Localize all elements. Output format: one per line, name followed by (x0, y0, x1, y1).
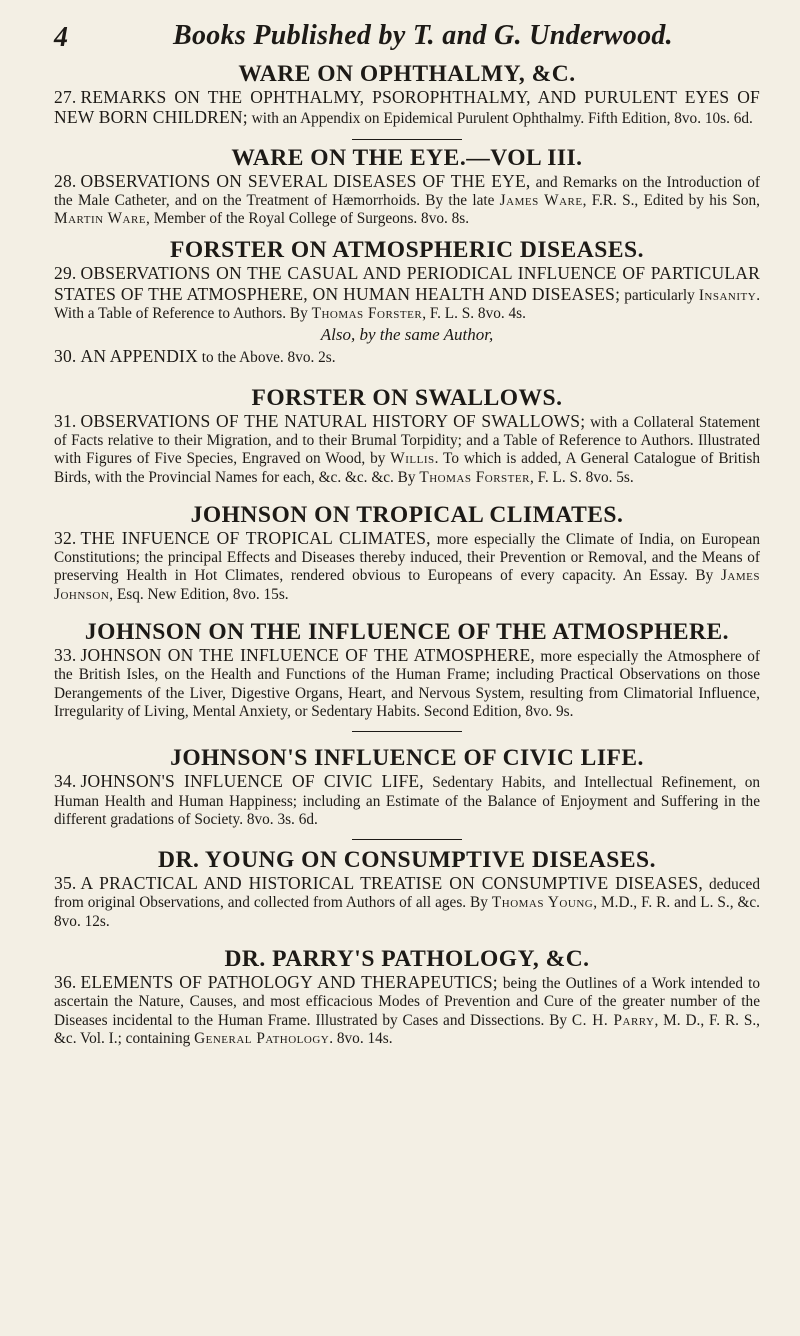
entry-body: particularly (624, 286, 695, 304)
section-heading: JOHNSON'S INFLUENCE OF CIVIC LIFE. (170, 745, 644, 772)
entry-body: . 8vo. 14s. (329, 1029, 393, 1047)
catalogue-entry (54, 874, 760, 931)
entry-number: 30 . (54, 346, 76, 366)
entry-title: ELEMENTS OF PATHOLOGY AND THERAPEUTICS; (80, 972, 498, 993)
entry-emphasis: Insanity (698, 286, 757, 304)
catalogue-entry (54, 772, 760, 829)
section-forster-atmospheric (54, 236, 760, 367)
entry-number: 29 . (54, 263, 76, 283)
section-ware-eye (54, 144, 760, 229)
entry-title: JOHNSON ON THE INFLUENCE OF THE ATMOSPHERE, (80, 645, 535, 666)
entry-number: 35 . (54, 873, 76, 893)
section-heading: FORSTER ON SWALLOWS. (251, 384, 563, 411)
entry-title: AN APPENDIX (80, 346, 198, 367)
page-number: 4 (54, 22, 68, 53)
catalogue-entry (54, 88, 760, 129)
section-johnson-civic (54, 744, 760, 840)
entry-body: being the Outlines of a Work intended to ascertain the Nature, Causes, and most efficacious Modes of Prevention and Cure of the greater number of the Diseases incidental to the Human Frame. Illustrated by Cases and Dissections. By (54, 975, 760, 1029)
section-heading: FORSTER ON ATMOSPHERIC DISEASES. (170, 237, 644, 264)
section-johnson-tropical (54, 501, 760, 604)
entry-body: , M.D., F. R. and L. S., &c. 8vo. 12s. (54, 894, 761, 930)
section-heading: JOHNSON ON TROPICAL CLIMATES. (190, 501, 624, 528)
entry-author: C. H. Parry (571, 1011, 655, 1029)
entry-body: , F. L. S. 8vo. 5s. (529, 468, 634, 486)
entry-body: . With a Table of Reference to Authors. By (54, 286, 761, 323)
entry-number: 27 . (54, 87, 76, 107)
running-head (54, 16, 760, 60)
catalogue-entry (54, 646, 760, 721)
entry-emphasis: General Pathology (194, 1029, 330, 1047)
catalogue-entry (54, 172, 760, 229)
entry-title: REMARKS ON THE OPHTHALMY, PSOROPHTHALMY, AND PURULENT EYES OF NEW BORN CHILDREN; (54, 87, 760, 128)
entry-title: OBSERVATIONS ON SEVERAL DISEASES OF THE EYE, (80, 170, 531, 191)
section-divider (352, 731, 462, 732)
entry-body: , F.R. S., Edited by his Son, (582, 191, 760, 209)
section-ware-ophthalmy (54, 60, 760, 140)
entry-body: , M. D., F. R. S., &c. Vol. I.; containing (54, 1011, 760, 1047)
section-heading: JOHNSON ON THE INFLUENCE OF THE ATMOSPHERE. (84, 619, 730, 646)
catalogue-entry (54, 264, 760, 323)
entry-body: . To which is added, A General Catalogue of British Birds, with the Provincial Names for each, &c. &c. &c. By (54, 450, 760, 486)
section-johnson-atmosphere (54, 618, 760, 732)
entry-title: OBSERVATIONS OF THE NATURAL HISTORY OF SWALLOWS; (80, 410, 586, 431)
entry-author: James Johnson (54, 567, 760, 603)
section-heading: WARE ON THE EYE.—VOL III. (231, 144, 583, 171)
catalogue-entry (54, 347, 760, 367)
entry-number: 33 . (54, 645, 76, 665)
entry-body: more especially the Atmosphere of the British Isles, on the Health and Functions of the Human Frame; including Practical Observations on those Derangements of the Liver, Digestive Organs, Heart, and Nervous System, resulting from Climatorial Influence, Irregularity of Living, Mental Anxiety, or Sedentary Habits. Second Edition, 8vo. 9s. (54, 648, 761, 720)
entry-title: JOHNSON'S INFLUENCE OF CIVIC LIFE, (80, 771, 424, 792)
entry-author: Thomas Forster (311, 305, 423, 323)
entry-author: James Ware (499, 191, 583, 209)
entry-number: 31 . (54, 411, 76, 431)
entry-title: A PRACTICAL AND HISTORICAL TREATISE ON CONSUMPTIVE DISEASES, (80, 873, 703, 894)
entry-author: Martin Ware (54, 210, 147, 228)
section-young-consumptive (54, 846, 760, 931)
entry-number: 36 . (54, 972, 76, 992)
entry-body: deduced from original Observations, and collected from Authors of all ages. By (54, 876, 760, 912)
entry-body: , Esq. New Edition, 8vo. 15s. (109, 585, 289, 603)
entry-title: OBSERVATIONS ON THE CASUAL AND PERIODICAL INFLUENCE OF PARTICULAR STATES OF THE ATMOSPHERE, ON HUMAN HEALTH AND DISEASES; (54, 263, 760, 304)
entry-number: 28 . (54, 171, 76, 191)
entry-body: and Remarks on the Introduction of the Male Catheter, and on the Treatment of Hæmorrhoids. By the late (54, 173, 760, 209)
section-divider (352, 139, 462, 140)
entry-body: , F. L. S. 8vo. 4s. (422, 305, 526, 323)
entry-body: more especially the Climate of India, on European Constitutions; the principal Effects and Diseases thereby induced, their Prevention or Removal, and the Means of preserving Health in Hot Climates, rendered obvious to Europeans of every capacity. An Essay. By (54, 530, 760, 585)
entry-number: 34 . (54, 771, 76, 791)
entry-body: to the Above. 8vo. 2s. (201, 349, 336, 367)
section-heading: DR. YOUNG ON CONSUMPTIVE DISEASES. (158, 847, 656, 874)
section-heading: DR. PARRY'S PATHOLOGY, &C. (224, 946, 590, 973)
entry-number: 32 . (54, 528, 76, 548)
entry-author: Willis (390, 450, 435, 468)
catalogue-entry (54, 412, 760, 487)
also-by-line: Also, by the same Author, (320, 325, 494, 345)
section-divider (352, 839, 462, 840)
entry-body: Sedentary Habits, and Intellectual Refinement, on Human Health and Human Happiness; including an Estimate of the Balance of Enjoyment and Suffering in the different gradations of Society. 8vo. 3s. 6d. (54, 774, 761, 828)
entry-body: , Member of the Royal College of Surgeons. 8vo. 8s. (146, 210, 470, 228)
running-title: Books Published by T. and G. Underwood. (173, 20, 673, 51)
entry-author: Thomas Forster (419, 468, 530, 486)
entry-body: with an Appendix on Epidemical Purulent Ophthalmy. Fifth Edition, 8vo. 10s. 6d. (251, 110, 753, 128)
section-parry-pathology (54, 945, 760, 1048)
section-forster-swallows (54, 384, 760, 487)
entry-body: with a Collateral Statement of Facts relative to their Migration, and to their Brumal Torpidity; and a Table of Reference to Authors. Illustrated with Figures of Five Species, Engraved on Wood, by (54, 413, 760, 468)
catalogue-entry (54, 529, 760, 604)
entry-author: Thomas Young (491, 894, 594, 912)
catalogue-entry (54, 973, 760, 1048)
section-heading: WARE ON OPHTHALMY, &C. (238, 61, 576, 87)
entry-title: THE INFUENCE OF TROPICAL CLIMATES, (80, 527, 431, 548)
